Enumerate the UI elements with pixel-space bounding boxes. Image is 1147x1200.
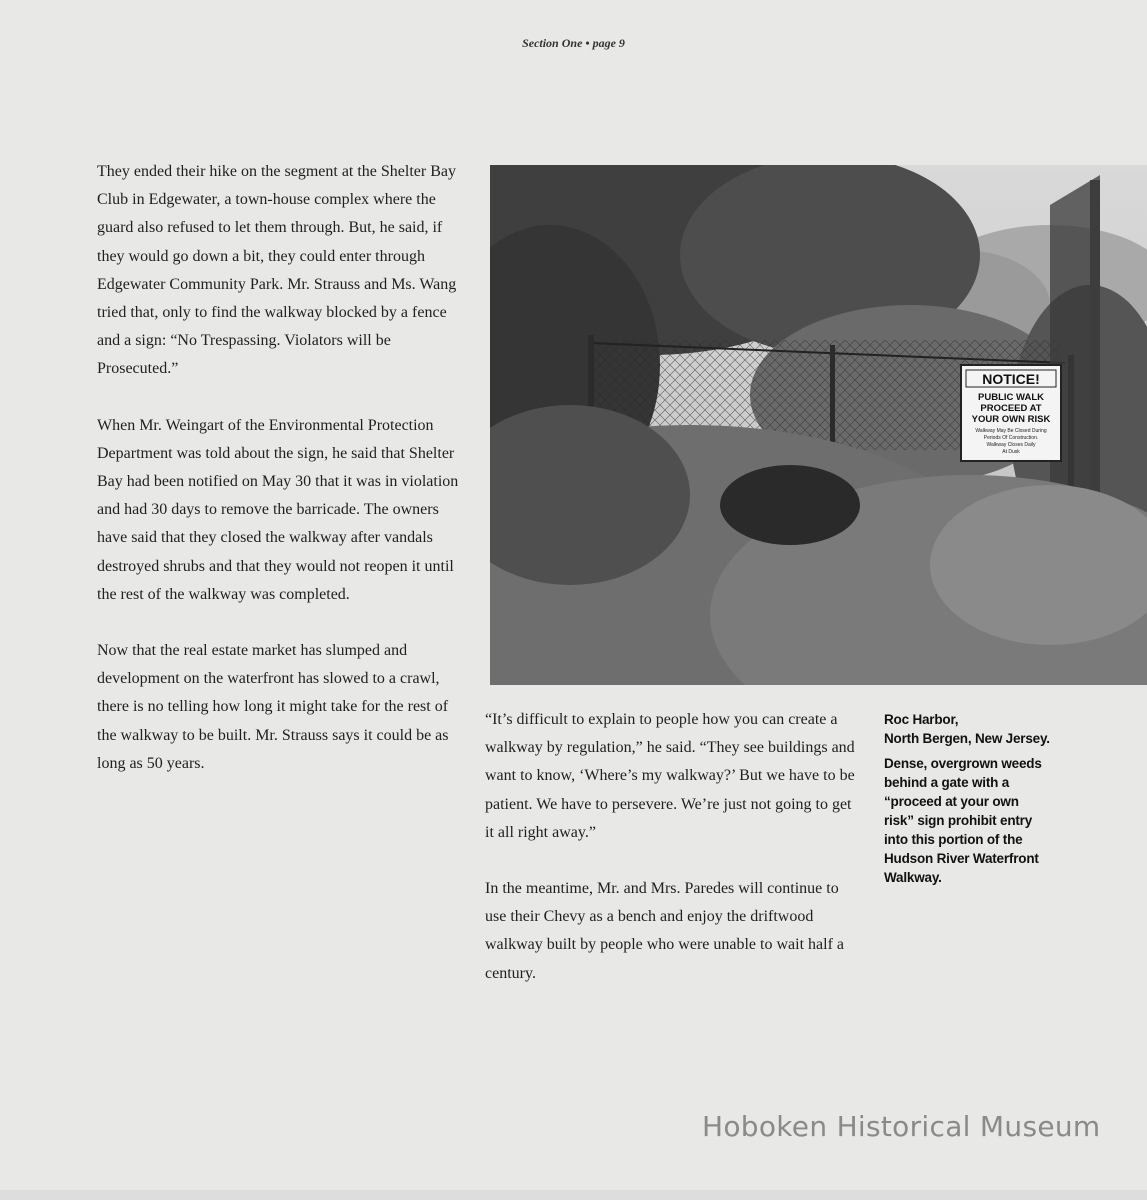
running-head: Section One • page 9 bbox=[522, 36, 625, 50]
caption-location-line: Roc Harbor, bbox=[884, 712, 959, 727]
article-column-left bbox=[97, 158, 465, 806]
caption-line: Hudson River Waterfront bbox=[884, 851, 1039, 866]
paragraph: When Mr. Weingart of the Environmental Protection Department was told about the sign, he said that Shelter Bay had been notified on May 30 that it was in violation and had 30 days to remove the barricade. The owners have said that they closed the walkway after vandals destroyed shrubs and that they would not reopen it until the rest of the walkway was completed. bbox=[97, 416, 459, 603]
sign-line: PROCEED AT bbox=[980, 403, 1042, 414]
paragraph: “It’s difficult to explain to people how you can create a walkway by regulation,” he said. “They see buildings and want to know, ‘Where’s my walkway?’ But we have to be patient. We have to persevere. We’re just not going to get it all right away.” bbox=[485, 711, 855, 841]
sign-title: NOTICE! bbox=[982, 371, 1040, 387]
sign-small-line: At Dusk bbox=[1002, 449, 1020, 455]
caption-line: risk” sign prohibit entry bbox=[884, 813, 1033, 828]
paragraph: In the meantime, Mr. and Mrs. Paredes will continue to use their Chevy as a bench and enjoy the driftwood walkway built by people who were unable to wait half a century. bbox=[485, 880, 844, 982]
caption-location-line: North Bergen, New Jersey. bbox=[884, 731, 1050, 746]
caption-line: into this portion of the bbox=[884, 832, 1023, 847]
caption-line: “proceed at your own bbox=[884, 794, 1019, 809]
page-edge bbox=[0, 1190, 1147, 1200]
sign-line: YOUR OWN RISK bbox=[971, 414, 1051, 425]
paragraph: Now that the real estate market has slumped and development on the waterfront has slowed to a crawl, there is no telling how long it might take for the rest of the walkway to be built. Mr. Strauss says it could be as long as 50 years. bbox=[97, 642, 449, 772]
photo-overgrown-walkway bbox=[490, 165, 1147, 685]
caption-line: Dense, overgrown weeds bbox=[884, 756, 1042, 771]
sign-line: PUBLIC WALK bbox=[978, 392, 1044, 403]
caption-line: Walkway. bbox=[884, 870, 942, 885]
caption-line: behind a gate with a bbox=[884, 775, 1010, 790]
sign-small-line: Walkway May Be Closed During bbox=[975, 428, 1047, 434]
photo-caption bbox=[884, 710, 1084, 887]
sign-small-line: Periods Of Construction. bbox=[983, 435, 1039, 441]
museum-watermark: Hoboken Historical Museum bbox=[702, 1110, 1101, 1143]
caption-location bbox=[884, 710, 1084, 748]
sign-small-line: Walkway Closes Daily bbox=[986, 442, 1036, 448]
paragraph: They ended their hike on the segment at the Shelter Bay Club in Edgewater, a town-house complex where the guard also refused to let them through. But, he said, if they would go down a bit, they could enter through Edgewater Community Park. Mr. Strauss and Ms. Wang tried that, only to find the walkway blocked by a fence and a sign: “No Trespassing. Violators will be Prosecuted.” bbox=[97, 163, 457, 378]
article-column-right bbox=[485, 706, 857, 1016]
